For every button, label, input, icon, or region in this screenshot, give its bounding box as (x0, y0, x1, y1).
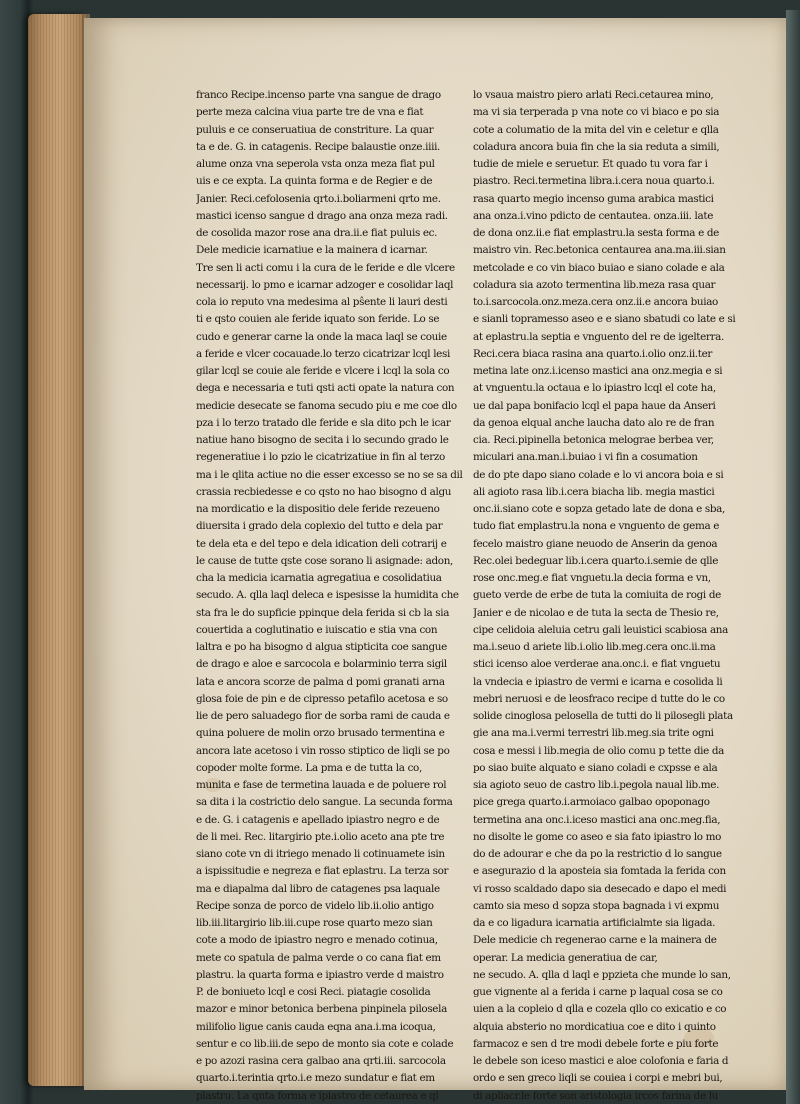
text-line: e asegurazio d la aposteia sia fomtada la ferida con (473, 865, 726, 878)
text-line: at vnguentu.la octaua e lo ipiastro lcql el cote ha, (473, 382, 716, 395)
text-line: sia agioto seuo de castro lib.i.pegola naual lib.me. (473, 779, 720, 791)
text-line: Recipe sonza de porco de videlo lib.ii.olio antigo (196, 899, 434, 912)
text-line: cia. Reci.pipinella betonica melograe berbea ver, (473, 434, 714, 446)
text-line: necessarij. lo pmo e icarnar adzoger e cosolidar laql (196, 278, 454, 291)
text-line: lo vsaua maistro piero arlati Reci.cetaurea mino, (473, 89, 714, 101)
text-line: coladura sia azoto termentina lib.meza rasa quar (473, 278, 716, 291)
text-line: onc.ii.siano cote e sopza getado late de dona e sba, (473, 503, 725, 515)
text-line: miculari ana.man.i.buiao i vi fin a cosumation (473, 451, 698, 464)
text-line: lata e ancora scorze de palma d pomi granati arna (196, 675, 445, 688)
text-line: to.i.sarcocola.onz.meza.cera onz.ii.e ancora buiao (473, 296, 718, 308)
text-line: ue dal papa bonifacio lcql el papa haue da Anseri (473, 399, 716, 412)
text-line: laltra e po ha bisogno d algua stipticita coe sangue (196, 641, 447, 653)
text-line: lie de pero saluadego fior de sorba rami de cauda e (196, 710, 450, 722)
text-line: pza i lo terzo tratado dle feride e sla dito pch le icar (196, 416, 451, 429)
text-line: alume onza vna seperola vsta onza meza fiat pul (196, 158, 435, 170)
text-line: e sianli topramesso aseo e e siano sbatudi co late e si (473, 313, 736, 326)
text-line: Reci.cera biaca rasina ana quarto.i.olio onz.ii.ter (473, 347, 712, 360)
text-line: maistro vin. Rec.betonica centaurea ana.ma.iii.sian (473, 244, 726, 257)
text-line: alquia absterio no mordicatiua coe e dito i quinto (473, 1020, 716, 1033)
right-text-column (473, 87, 763, 1104)
text-line: po siao buite alquato e siano coladi e cxpsse e ala (473, 761, 718, 774)
left-text-column (196, 87, 464, 1104)
text-line: do de adourar e che da po la restrictio d lo sangue (473, 848, 722, 860)
text-line: rose onc.meg.e fiat vnguetu.la decia forma e vn, (473, 572, 711, 584)
text-line: operar. La medicia generatiua de car, (473, 951, 658, 964)
text-line: le cause de tutte qste cose sorano li asignade: adon, (196, 554, 454, 567)
text-line: ma i le qlita actiue no die esser excesso se no se sa dil (196, 468, 463, 481)
text-line: quina poluere de molin orzo brusado termentina e (196, 727, 445, 740)
text-line: mastici icenso sangue d drago ana onza meza radi. (196, 209, 448, 222)
text-line: cipe celidoia aleluia cetru gali leuistici scabiosa ana (473, 623, 728, 636)
text-line: lib.iii.litargirio lib.iii.cupe rose quarto mezo sian (196, 917, 433, 929)
text-line: te dela eta e del tepo e dela idication deli cotrarij e (196, 537, 447, 550)
text-line: di apliacr.le forte son aristologia ircos farina de lu (473, 1089, 719, 1102)
text-line: uis e ce expta. La quinta forma e de Regier e de (196, 175, 433, 188)
text-line: ta e de. G. in catagenis. Recipe balaustie onze.iiii. (196, 140, 441, 153)
text-line: ordo e sen greco liqli se couiea i corpi e mebri bui, (473, 1072, 723, 1085)
text-line: e de. G. i catagenis e apellado ipiastro negro e de (196, 813, 440, 826)
text-line: ne secudo. A. qlla d laql e ppzieta che munde lo san, (473, 968, 731, 981)
text-line: ma e diapalma dal libro de catagenes psa laquale (196, 882, 440, 895)
text-line: sta fra le do supficie ppinque dela ferida si cb la sia (196, 606, 450, 619)
text-line: couertida a coglutinatio e iuiscatio e stia vna con (196, 623, 438, 636)
text-line: cudo e generar carne la onde la maca laql se couie (196, 330, 447, 343)
text-line: gilar lcql se couie ale feride e vlcere i lcql la sola co (196, 365, 450, 377)
text-line: metcolade e co vin biaco buiao e siano colade e ala (473, 261, 725, 274)
text-line: ali agioto rasa lib.i.cera biacha lib. megia mastici (473, 485, 715, 498)
text-line: gie ana ma.i.vermi terrestri lib.meg.sia trite ogni (473, 727, 714, 740)
text-line: camto sia meso d sopza stopa bagnada i vi expmu (473, 899, 720, 912)
text-line: cola io reputo vna medesima al pŝente li lauri desti (196, 296, 448, 308)
text-line: ancora late acetoso i vin rosso stiptico de liqli se po (196, 744, 450, 757)
text-line: milifolio ligue canis cauda eqna ana.i.ma icoqua, (196, 1020, 436, 1033)
text-line: Janier. Reci.cefolosenia qrto.i.boliarmeni qrto me. (196, 192, 441, 205)
text-line: da e co ligadura icarnatia artificialmte sia ligada. (473, 917, 716, 929)
text-line: ma.i.seuo d ariete lib.i.olio lib.meg.cera onc.ii.ma (473, 641, 716, 653)
text-line: cosa e messi i lib.megia de olio comu p tette die da (473, 744, 724, 757)
text-line: Dele medicie icarnatiue e la mainera d icarnar. (196, 244, 428, 257)
text-line: dega e necessaria e tuti qsti acti opate la natura con (196, 382, 455, 395)
text-line: Tre sen li acti comu i la cura de le feride e dle vlcere (196, 261, 455, 274)
text-line: perte meza calcina viua parte tre de vna e fiat (196, 106, 424, 119)
text-line: Rec.olei bedeguar lib.i.cera quarto.i.semie de qlle (473, 554, 719, 567)
text-line: medicie desecate se fanoma secudo piu e me coe dlo (196, 399, 457, 412)
text-line: plastru. la quarta forma e ipiastro verde d maistro (196, 968, 444, 981)
text-line: e po azozi rasina cera galbao ana qrti.iii. sarcocola (196, 1055, 446, 1067)
text-line: fecelo maistro giane neuodo de Anserin da genoa (473, 537, 718, 550)
text-line: franco Recipe.incenso parte vna sangue de drago (196, 89, 441, 101)
text-line: de cosolida mazor rose ana dra.ii.e fiat puluis ec. (196, 227, 438, 239)
text-line: a ispissitudie e negreza e fiat eplastru. La terza sor (196, 865, 449, 878)
text-line: solide cinoglosa pelosella de tutti do li pilosegli plata (473, 710, 733, 722)
text-line: Janier e de nicolao e de tuta la secta de Thesio re, (473, 606, 719, 619)
text-line: cote a columatio de la mita del vin e celetur e qlla (473, 123, 719, 136)
book-fore-edge (28, 14, 86, 1086)
text-line: siano cote vn di itriego menado li cotinuamete isin (196, 848, 445, 860)
text-line: secudo. A. qlla laql deleca e ispesisse la humidita che (196, 589, 459, 602)
text-line: plastru. La qnta forma e ipiastro de cetaurea e ql (196, 1089, 439, 1102)
text-line: cha la medicia icarnatia agregatiua e cosolidatiua (196, 572, 442, 584)
text-line: de do pte dapo siano colade e lo vi ancora boia e si (473, 468, 724, 481)
text-line: ti e qsto couien ale feride iquato son feride. Lo se (196, 313, 440, 326)
text-line: piastro. Reci.termetina libra.i.cera noua quarto.i. (473, 175, 715, 188)
text-line: sentur e co lib.iii.de sepo de monto sia cote e colade (196, 1037, 454, 1050)
text-line: natiue hano bisogno de secita i lo secundo grado le (196, 434, 449, 446)
text-line: a feride e vlcer cocauade.lo terzo cicatrizar lcql lesi (196, 347, 450, 360)
text-line: le debele son iceso mastici e aloe colofonia e faria d (473, 1055, 729, 1067)
text-line: termetina ana onc.i.iceso mastici ana onc.meg.fia, (473, 813, 721, 826)
text-line: diuersita i grado dela coplexio del tutto e dela par (196, 520, 443, 533)
text-line: tudie de miele e seruetur. Et quado tu vora far i (473, 158, 708, 170)
text-line: tudo fiat emplastru.la nona e vnguento de gema e (473, 520, 720, 533)
text-line: vi rosso scaldado dapo sia desecado e dapo el medi (473, 882, 727, 895)
text-line: de dona onz.ii.e fiat emplastru.la sesta forma e de (473, 227, 719, 239)
text-line: munita e fase de termetina lauada e de poluere rol (196, 779, 447, 791)
text-line: farmacoz e sen d tre modi debele forte e piu forte (473, 1037, 719, 1050)
text-line: gue vignente al a ferida i carne p laqual cosa se co (473, 986, 723, 998)
text-line: rasa quarto megio incenso guma arabica mastici (473, 192, 714, 205)
text-line: glosa foie de pin e de cipresso petafilo acetosa e so (196, 692, 448, 705)
text-line: copoder molte forme. La pma e de tutta la co, (196, 761, 422, 774)
text-line: stici icenso aloe verderae ana.onc.i. e fiat vnguetu (473, 658, 721, 671)
scan-background-edge (786, 10, 800, 1104)
text-line: no disolte le gome co aseo e sia fato ipiastro lo mo (473, 830, 722, 843)
text-line: ana onza.i.vino pdicto de centautea. onza.iii. late (473, 209, 713, 222)
text-line: uien a la copleio d qlla e cozela qllo co exicatio e co (473, 1003, 727, 1016)
text-line: at eplastru.la septia e vnguento del re de igelterra. (473, 330, 724, 343)
text-line: quarto.i.terintia qrto.i.e mezo sundatur e fiat em (196, 1072, 435, 1085)
text-line: de li mei. Rec. litargirio pte.i.olio aceto ana pte tre (196, 830, 445, 843)
text-line: na mordicatio e la dispositio dele feride rezeueno (196, 503, 440, 515)
text-line: puluis e ce conseruatiua de constriture. La quar (196, 123, 434, 136)
text-line: mebri neruosi e de leosfraco recipe d tutte do le co (473, 692, 725, 705)
text-line: pice grega quarto.i.armoiaco galbao opoponago (473, 796, 710, 809)
text-line: la vndecia e ipiastro de vermi e icarna e cosolida li (473, 675, 723, 688)
text-line: metina late onz.i.icenso mastici ana onz.megia e si (473, 365, 723, 377)
text-line: Dele medicie ch regenerao carne e la mainera de (473, 934, 717, 947)
text-line: ma vi sia terperada p vna note co vi biaco e po sia (473, 106, 720, 119)
text-line: de drago e aloe e sarcocola e bolarminio terra sigil (196, 658, 447, 671)
text-line: crassia recbiedesse e co qsto no hao bisogno d algu (196, 485, 452, 498)
text-line: cote a modo de ipiastro negro e menado cotinua, (196, 934, 438, 947)
text-line: coladura ancora buia fin che la sia reduta a simili, (473, 140, 720, 153)
text-line: mazor e minor betonica berbena pinpinela pilosela (196, 1003, 447, 1016)
text-line: da genoa elqual anche laucha dato alo re de fran (473, 416, 715, 429)
text-line: gueto verde de erbe de tuta la comiuita de rogi de (473, 589, 721, 602)
text-line: sa dita i la costrictio delo sangue. La secunda forma (196, 796, 453, 809)
text-line: P. de boniueto lcql e cosi Reci. piatagie cosolida (196, 986, 431, 998)
text-line: mete co spatula de palma verde o co cana fiat em (196, 951, 441, 964)
text-line: regeneratiue i lo pzio le cicatrizatiue in fin al terzo (196, 451, 445, 464)
